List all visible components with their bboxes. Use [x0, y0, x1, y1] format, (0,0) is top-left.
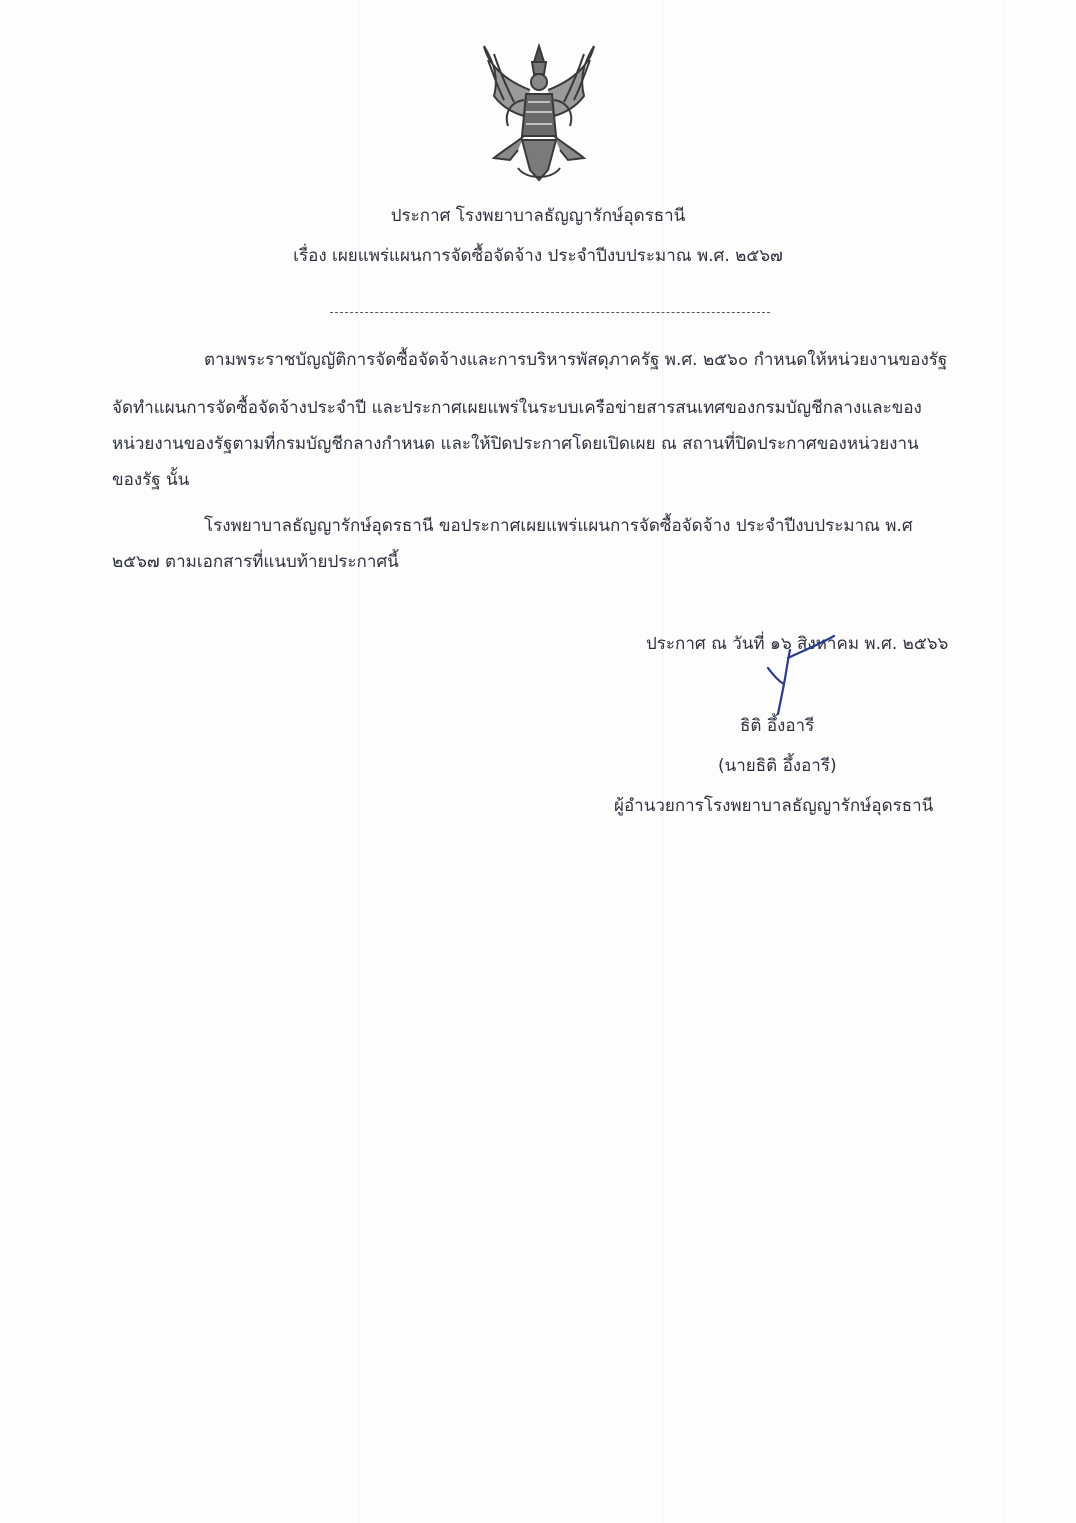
signature-icon [760, 630, 870, 720]
announcement-subject: เรื่อง เผยแพร่แผนการจัดซื้อจัดจ้าง ประจำปีงบประมาณ พ.ศ. ๒๕๖๗ [293, 246, 783, 266]
signer-full-name: (นายธิติ อึ้งอารี) [718, 756, 837, 776]
separator-line [330, 312, 770, 313]
paragraph-2-line-2: ๒๕๖๗ ตามเอกสารที่แนบท้ายประกาศนี้ [112, 552, 399, 572]
announcement-title: ประกาศ โรงพยาบาลธัญญารักษ์อุดรธานี [390, 206, 686, 226]
signer-position: ผู้อำนวยการโรงพยาบาลธัญญารักษ์อุดรธานี [614, 796, 934, 816]
paragraph-1-line-1: ตามพระราชบัญญัติการจัดซื้อจัดจ้างและการบริหารพัสดุภาครัฐ พ.ศ. ๒๕๖๐ กำหนดให้หน่วยงานของรัฐ [204, 350, 948, 370]
paragraph-2-line-1: โรงพยาบาลธัญญารักษ์อุดรธานี ขอประกาศเผยแพร่แผนการจัดซื้อจัดจ้าง ประจำปีงบประมาณ พ.ศ [204, 516, 913, 536]
paragraph-1-line-4: ของรัฐ นั้น [112, 470, 190, 490]
scan-artifact [358, 0, 359, 1523]
paragraph-1-line-2: จัดทำแผนการจัดซื้อจัดจ้างประจำปี และประกาศเผยแพร่ในระบบเครือข่ายสารสนเทศของกรมบัญชีกลางและของ [112, 398, 922, 418]
scan-artifact [1004, 0, 1005, 1523]
garuda-emblem-icon [474, 40, 604, 186]
paragraph-1-line-3: หน่วยงานของรัฐตามที่กรมบัญชีกลางกำหนด และให้ปิดประกาศโดยเปิดเผย ณ สถานที่ปิดประกาศของหน่วยงาน [112, 434, 919, 454]
scan-artifact [662, 0, 663, 1523]
signer-name: ธิติ อึ้งอารี [740, 716, 815, 736]
announcement-date: ประกาศ ณ วันที่ ๑๖ สิงหาคม พ.ศ. ๒๕๖๖ [646, 634, 949, 654]
